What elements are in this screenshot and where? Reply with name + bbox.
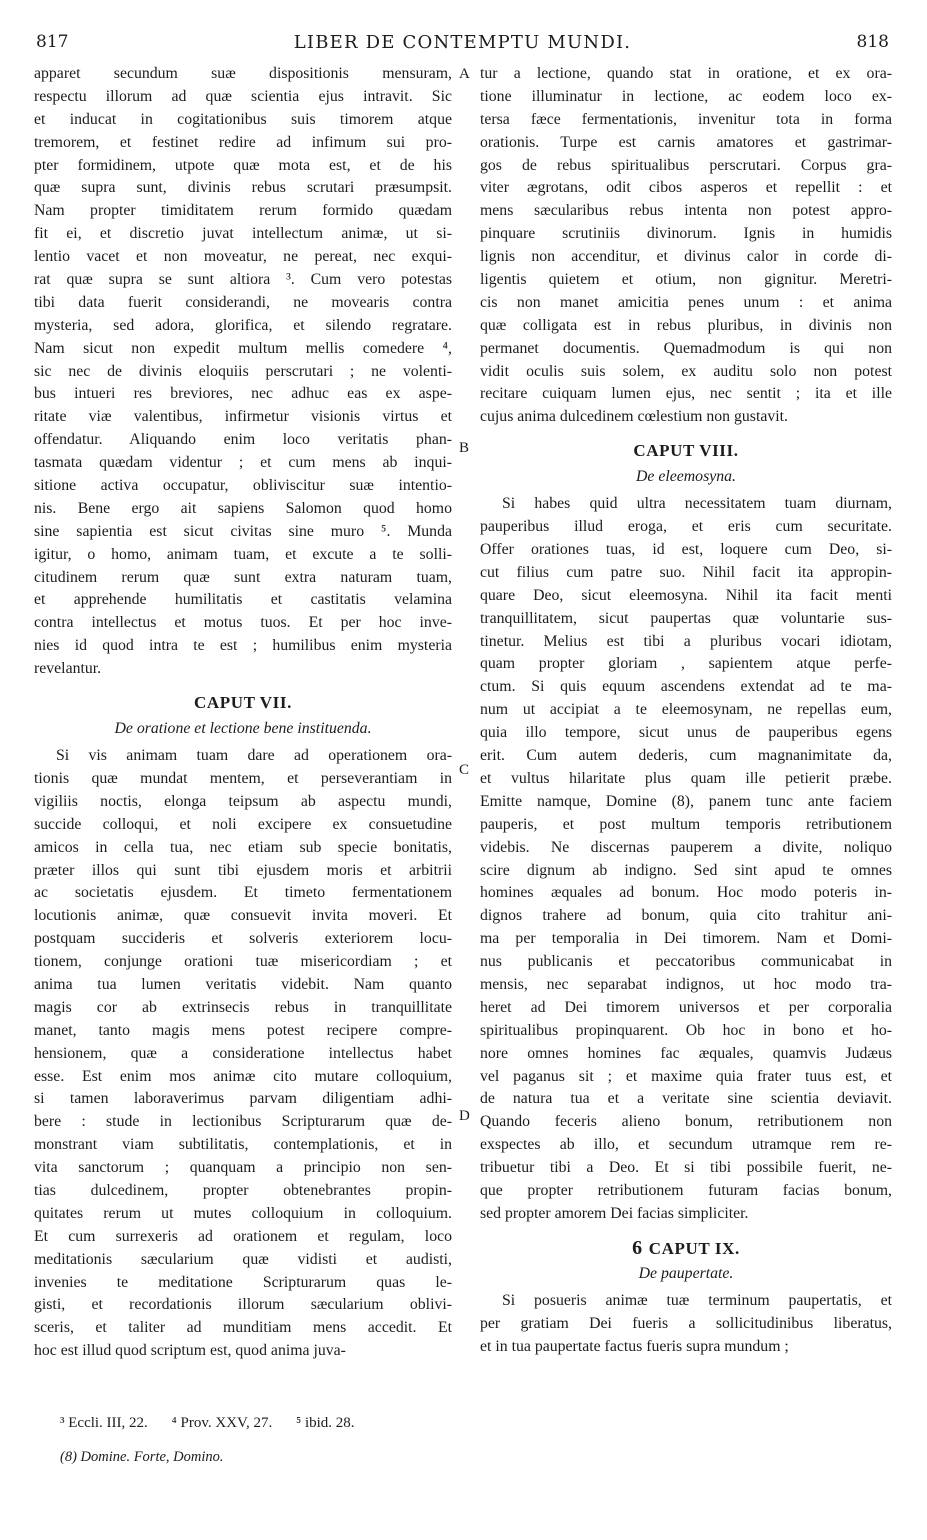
caput-8-subtitle: De eleemosyna. bbox=[635, 468, 736, 486]
text-line: quæ supra sunt, divinis rebus scrutari præsumpsit. bbox=[34, 179, 452, 197]
text-line: tione illuminatur in lectione, ac eodem loco ex- bbox=[480, 87, 892, 105]
text-line: bus intueri res breviores, nec adhuc eas ex aspe- bbox=[34, 385, 452, 403]
margin-marker-a: A bbox=[459, 66, 470, 82]
text-line: cut filius cum patre suo. Nihil facit ita appropin- bbox=[480, 563, 892, 581]
text-line: pauperibus illud eroga, et eris cum securitate. bbox=[480, 518, 892, 536]
caput-8-heading: CAPUT VIII. bbox=[633, 441, 739, 461]
footnotes bbox=[60, 1415, 375, 1432]
text-line: vel paganus sit ; et maxime quia frater tuus est, et bbox=[480, 1067, 892, 1085]
caput-9-heading: CAPUT IX. bbox=[648, 1238, 740, 1258]
text-line: cujus anima dulcedinem cœlestium non gustavit. bbox=[480, 408, 788, 426]
text-line: tionis quæ mundat mentem, et perseverantiam in bbox=[34, 769, 452, 787]
text-line: tionem, conjunge orationi tuæ misericordiam ; et bbox=[34, 953, 452, 971]
editorial-endnote: (8) Domine. Forte, Domino. bbox=[60, 1449, 224, 1465]
text-line: sceris, et taliter ad munditiam mens accedit. Et bbox=[34, 1319, 452, 1337]
text-line: apparet secundum suæ dispositionis mensuram, bbox=[34, 65, 452, 82]
text-line: amicos in cella tua, nec etiam sub specie bonitatis, bbox=[34, 838, 452, 856]
text-line: recitare cuiquam lumen ejus, nec sentit ; ita et ille bbox=[480, 385, 892, 403]
margin-marker-b: B bbox=[459, 440, 470, 456]
text-line: vigiliis noctis, elonga teipsum ab aspectu mundi, bbox=[34, 792, 452, 810]
text-line: Nam propter timiditatem rerum formido quædam bbox=[34, 202, 452, 220]
text-line: homines æquales ad bonum. Hoc modo poteris in- bbox=[480, 884, 892, 902]
text-line: offendatur. Aliquando enim loco veritatis phan- bbox=[34, 431, 452, 449]
text-line: manet, tanto magis mens potest recipere compre- bbox=[34, 1021, 452, 1039]
text-line: hensionem, quæ a consideratione intellectus habet bbox=[34, 1044, 452, 1062]
right-column bbox=[480, 63, 892, 1358]
text-line: quæ colligata est in rebus pluribus, in divinis non bbox=[480, 316, 892, 334]
text-line: heret ad Dei timorem universos et per corporalia bbox=[480, 998, 892, 1016]
caput-7-heading: CAPUT VII. bbox=[194, 693, 292, 713]
text-line: tribuetur tibi a Deo. Et si tibi possibile fuerit, ne- bbox=[480, 1159, 892, 1177]
text-line: gos de rebus spiritualibus perscrutari. Corpus gra- bbox=[480, 156, 892, 174]
running-header bbox=[36, 32, 889, 54]
page-number-left: 817 bbox=[36, 32, 69, 52]
text-line: postquam succideris et solveris exteriorem locu- bbox=[34, 930, 452, 948]
text-line: sitione activa occupatur, obliviscitur suæ intentio- bbox=[34, 477, 452, 495]
text-line: que propter retributionem futuram facias bonum, bbox=[480, 1181, 892, 1199]
text-line: tersa fæce fermentationis, invenitur tota in forma bbox=[480, 110, 892, 128]
text-line: nus publicanis et peccatoribus communicabat in bbox=[480, 953, 892, 971]
text-line: esse. Est enim mos animæ cito mutare colloquium, bbox=[34, 1067, 452, 1085]
text-line: mens sæcularibus rebus intenta non potest appro- bbox=[480, 202, 892, 220]
text-line: tur a lectione, quando stat in oratione, et ex ora- bbox=[480, 65, 892, 82]
text-line: et inducat in cogitationibus suis timorem atque bbox=[34, 110, 452, 128]
text-line: si tamen laboraverimus parvam diligentiam adhi- bbox=[34, 1090, 452, 1108]
text-line: videbis. Ne discernas pauperem a divite, noliquo bbox=[480, 838, 892, 856]
text-line: Si vis animam tuam dare ad operationem ora- bbox=[56, 747, 452, 765]
text-line: contra intellectus et motus tuos. Et per hoc inve- bbox=[34, 614, 452, 632]
text-line: tias dulcedinem, propter obtenebrantes propin- bbox=[34, 1181, 452, 1199]
text-line: igitur, o homo, animam tuam, et excute a te solli- bbox=[34, 545, 452, 563]
text-line: viter ægrotans, odit cibos asperos et repellit : et bbox=[480, 179, 892, 197]
text-line: orationis. Turpe est carnis amatores et gastrimar- bbox=[480, 133, 892, 151]
text-line: spiritualibus propinquarent. Ob hoc in bono et ho- bbox=[480, 1021, 892, 1039]
text-line: vidit oculis suis solem, ex auditu solo non potest bbox=[480, 362, 892, 380]
caput-9-heading-line bbox=[480, 1236, 892, 1260]
text-line: quam propter gloriam , sapientem atque perfe- bbox=[480, 655, 892, 673]
text-line: succide colloqui, et noli excipere ex consuetudine bbox=[34, 815, 452, 833]
text-line: tinetur. Melius est tibi a pluribus vocari idiotam, bbox=[480, 632, 892, 650]
text-line: vita sanctorum ; quanquam a principio non sen- bbox=[34, 1159, 452, 1177]
text-line: nore omnes homines fac æquales, quamvis Judæus bbox=[480, 1044, 892, 1062]
text-line: hoc est illud quod scriptum est, quod anima juva- bbox=[34, 1342, 346, 1360]
page-number-right: 818 bbox=[856, 32, 889, 52]
text-line: pter formidinem, utpote quæ mota est, et de his bbox=[34, 156, 452, 174]
text-line: præter illos qui sunt tibi ejusdem moris et arbitrii bbox=[34, 861, 452, 879]
text-line: sed propter amorem Dei facias simpliciter. bbox=[480, 1204, 749, 1222]
text-line: nies id quod intra te est ; humilibus enim mysteria bbox=[34, 637, 452, 655]
text-line: Offer orationes tuas, id est, loquere cum Deo, si- bbox=[480, 541, 892, 559]
text-line: tibi data fuerit considerandi, ne movearis contra bbox=[34, 293, 452, 311]
text-line: erit. Cum autem dederis, cum magnanimitate da, bbox=[480, 747, 892, 765]
caput-9-subtitle: De paupertate. bbox=[638, 1264, 734, 1282]
text-line: cis non manet amicitia penes unum : et anima bbox=[480, 293, 892, 311]
text-line: mysteria, sed adora, glorifica, et silendo regratare. bbox=[34, 316, 452, 334]
text-line: scire dignum ab indigno. Sed sint apud te omnes bbox=[480, 861, 892, 879]
text-line: de natura tua et a veritate sine scientia deviavit. bbox=[480, 1090, 892, 1108]
text-line: anima tua lumen veritatis videbit. Nam quanto bbox=[34, 975, 452, 993]
text-line: pauperis, et post multum temporis retributionem bbox=[480, 815, 892, 833]
text-line: pinquare scrutiniis divinorum. Ignis in humidis bbox=[480, 225, 892, 243]
footnote-3: ³ Eccli. III, 22. bbox=[60, 1415, 148, 1431]
left-column-text-top bbox=[34, 63, 452, 681]
text-line: exspectes ab illo, et secundum utramque rem re- bbox=[480, 1136, 892, 1154]
text-line: ac societatis ejusdem. Et timeto fermentationem bbox=[34, 884, 452, 902]
right-column-text-middle bbox=[480, 493, 892, 1226]
margin-marker-c: C bbox=[459, 762, 470, 778]
left-column-text-bottom bbox=[34, 745, 452, 1363]
running-title: LIBER DE CONTEMPTU MUNDI. bbox=[293, 32, 632, 53]
text-line: lignis non accenditur, et divinus calor in corde di- bbox=[480, 248, 892, 266]
text-line: sic nec de divinis eloquiis perscrutari ; ne volenti- bbox=[34, 362, 452, 380]
text-line: tranquillitatem, sicut paupertas quæ voluntarie sus- bbox=[480, 609, 892, 627]
text-line: et apprehende humilitatis et castitatis velamina bbox=[34, 591, 452, 609]
right-column-text-bottom bbox=[480, 1290, 892, 1359]
text-line: permanet documentis. Quemadmodum is qui non bbox=[480, 339, 892, 357]
text-line: dignos trahere ad bonum, quia cito trahitur ani- bbox=[480, 907, 892, 925]
text-line: Emitte namque, Domine (8), panem tunc ante faciem bbox=[480, 792, 892, 810]
text-line: quare Deo, sicut eleemosyna. Nihil ita facit menti bbox=[480, 586, 892, 604]
text-line: quia illo tempore, sicut unus de pauperibus egens bbox=[480, 724, 892, 742]
text-line: Si posueris animæ tuæ terminum paupertatis, et bbox=[502, 1291, 892, 1309]
text-line: locutionis animæ, quæ consuevit invita moveri. Et bbox=[34, 907, 452, 925]
caput-7-subtitle: De oratione et lectione bene instituenda. bbox=[114, 720, 372, 738]
text-line: ma per temporalia in Dei timorem. Nam et Domi- bbox=[480, 930, 892, 948]
right-column-text-top bbox=[480, 63, 892, 429]
text-line: lentio vacet et non moveatur, ne pereat, nec exqui- bbox=[34, 248, 452, 266]
footnote-5: ⁵ ibid. 28. bbox=[295, 1415, 355, 1431]
text-line: ligentis quietem et otium, non gignitur. Meretri- bbox=[480, 271, 892, 289]
text-line: rat quæ supra se sunt altiora ³. Cum vero potestas bbox=[34, 271, 452, 289]
text-line: ctum. Si quis equum ascendens extendat ad te ma- bbox=[480, 678, 892, 696]
text-line: tasmata quædam videntur ; et cum mens ab inqui- bbox=[34, 454, 452, 472]
text-line: ritate viæ valentibus, infirmetur visionis virtus et bbox=[34, 408, 452, 426]
text-line: bere : stude in lectionibus Scripturarum quæ de- bbox=[34, 1113, 452, 1131]
margin-marker-d: D bbox=[459, 1108, 470, 1124]
text-line: magis cor ab extrinsecis rebus in tranquillitate bbox=[34, 998, 452, 1016]
text-line: tremorem, et festinet redire ad infimum sui pro- bbox=[34, 133, 452, 151]
text-line: sine sapientia est sicut civitas sine muro ⁵. Munda bbox=[34, 522, 452, 540]
footnote-4: ⁴ Prov. XXV, 27. bbox=[171, 1415, 273, 1431]
text-line: nis. Bene ergo ait sapiens Salomon quod homo bbox=[34, 499, 452, 517]
caput-9-number: 6 bbox=[632, 1236, 643, 1259]
text-line: monstrant viam subtilitatis, contemplationis, et in bbox=[34, 1136, 452, 1154]
text-line: invenies te meditatione Scripturarum quas le- bbox=[34, 1273, 452, 1291]
text-line: mensis, nec separabat indignos, ut hoc modo tra- bbox=[480, 975, 892, 993]
left-column bbox=[34, 63, 452, 1363]
text-line: revelantur. bbox=[34, 660, 102, 678]
text-line: meditationis sæcularium quæ vidisti et audisti, bbox=[34, 1250, 452, 1268]
text-line: Nam sicut non expedit multum mellis comedere ⁴, bbox=[34, 339, 452, 357]
text-line: et in tua paupertate factus fueris supra mundum ; bbox=[480, 1337, 789, 1355]
text-line: quitates rerum ut mutes colloquium in colloquium. bbox=[34, 1204, 452, 1222]
text-line: citudinem rerum quæ sunt extra naturam tuam, bbox=[34, 568, 452, 586]
text-line: et vultus hilaritate plus quam ille petierit præbe. bbox=[480, 769, 892, 787]
text-line: Si habes quid ultra necessitatem tuam diurnam, bbox=[502, 495, 892, 513]
text-line: Quando feceris alieno bonum, retributionem non bbox=[480, 1113, 892, 1131]
text-line: Et cum surrexeris ad orationem et regulam, loco bbox=[34, 1227, 452, 1245]
text-line: respectu illorum ad quæ scientia ejus intravit. Sic bbox=[34, 87, 452, 105]
text-line: num ut accipiat a te eleemosynam, ne repellas eum, bbox=[480, 701, 892, 719]
text-line: per gratiam Dei fueris a sollicitudinibus liberatus, bbox=[480, 1314, 892, 1332]
text-line: gisti, et recordationis illorum sæcularium oblivi- bbox=[34, 1296, 452, 1314]
text-line: fit ei, et discretio juvat intellectum animæ, ut si- bbox=[34, 225, 452, 243]
